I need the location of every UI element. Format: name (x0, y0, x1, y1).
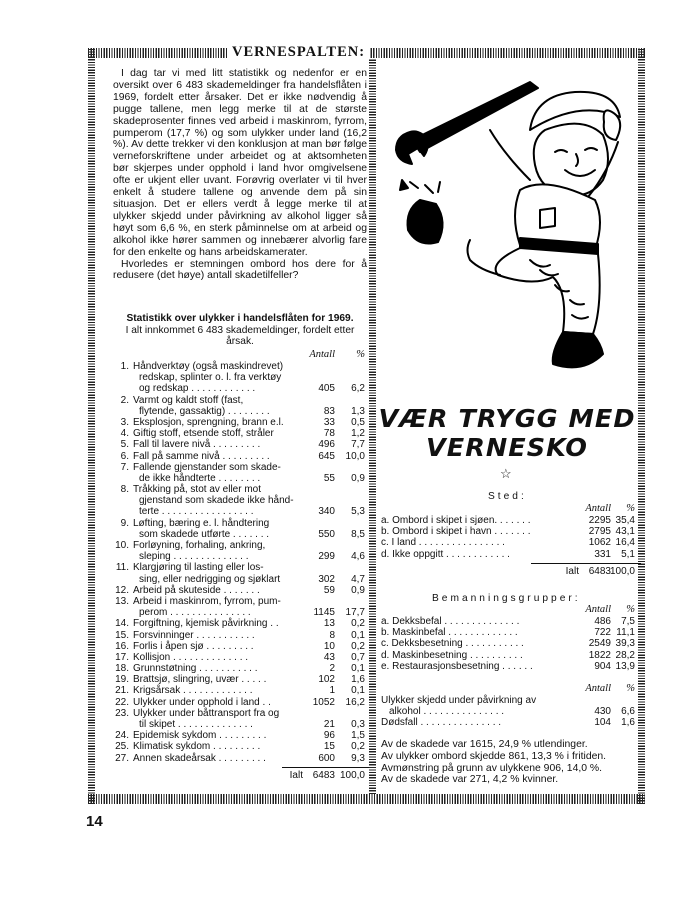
row-pct: 16,2 (345, 696, 365, 708)
table-row (107, 596, 369, 607)
row-count: 2795 (588, 526, 611, 538)
row-description: Forløyning, forhaling, ankring, (133, 540, 266, 551)
table-row (381, 627, 641, 638)
table-row (107, 697, 369, 708)
table-row (107, 618, 369, 629)
row-pct: 0,9 (351, 584, 365, 596)
total-count: 6483 (312, 769, 335, 781)
stats-title: Statistikk over ulykker i handelsflåten for 1969. (126, 313, 354, 324)
alkohol-pct: 6,6 (621, 706, 635, 718)
row-count: 10 (323, 640, 335, 652)
row-description: Krigsårsak . . . . . . . . . . . . . (133, 685, 253, 697)
row-description: Brattsjø, slingring, uvær . . . . . (133, 674, 267, 686)
row-description: de ikke håndterte . . . . . . . . (139, 472, 261, 484)
dodsfall-label: Dødsfall . . . . . . . . . . . . . . . (381, 717, 502, 729)
table-row (107, 372, 369, 383)
table-row (107, 473, 369, 484)
row-description: Ulykker under opphold i land . . (133, 696, 271, 708)
table-row (107, 708, 369, 719)
table-row (107, 428, 369, 439)
table-row (107, 462, 369, 473)
grp-col-pct: % (626, 604, 635, 615)
grupper-table (381, 604, 641, 672)
table-row (107, 383, 369, 394)
row-number: 15. (115, 629, 129, 641)
sted-col-pct: % (626, 503, 635, 514)
row-description: gjenstand som skadede ikke hånd- (139, 495, 294, 507)
footer-line-2: Av ulykker ombord skjedde 861, 13,3 % i fritiden. (381, 750, 607, 762)
sted-col-count: Antall (585, 503, 611, 514)
row-label: b. Maskinbefal . . . . . . . . . . . . . (381, 627, 518, 639)
row-count: 13 (323, 618, 335, 630)
row-count: 722 (594, 627, 611, 639)
page-number: 14 (86, 813, 103, 830)
alkohol-row-1 (381, 695, 641, 706)
alkohol-label-2: alkohol . . . . . . . . . . . . . . . (389, 706, 505, 718)
row-pct: 7,7 (351, 439, 365, 451)
row-pct: 16,4 (615, 537, 635, 549)
row-count: 405 (318, 383, 335, 395)
table-row (381, 526, 641, 537)
row-number: 4. (120, 428, 129, 440)
table-row (107, 652, 369, 663)
row-description: Grunnstøtning . . . . . . . . . . . (133, 663, 258, 675)
row-count: 102 (318, 674, 335, 686)
row-number: 5. (120, 439, 129, 451)
table-row (107, 630, 369, 641)
table-row (107, 495, 369, 506)
row-description: Løfting, bæring e. l. håndtering (133, 517, 270, 529)
total-pct: 100,0 (339, 769, 365, 781)
table-row (107, 361, 369, 372)
total-row (381, 566, 641, 577)
row-number: 19. (115, 674, 129, 686)
row-number: 1. (120, 361, 129, 372)
table-row (107, 607, 369, 618)
row-count: 331 (594, 548, 611, 560)
other-table (381, 683, 641, 729)
row-pct: 39,3 (615, 638, 635, 650)
table-row (381, 515, 641, 526)
table-row (107, 585, 369, 596)
row-count: 550 (318, 528, 335, 540)
row-count: 8 (329, 629, 335, 641)
other-col-count: Antall (585, 683, 611, 694)
row-description: sing, eller nedrigging og sjøklart (139, 573, 281, 585)
row-pct: 0,1 (351, 663, 365, 675)
table-row (381, 537, 641, 548)
row-number: 17. (115, 651, 129, 663)
row-pct: 0,7 (351, 651, 365, 663)
row-pct: 6,2 (351, 383, 365, 395)
footer-line-1: Av de skadede var 1615, 24,9 % utlendinger. (381, 739, 588, 750)
row-pct: 17,7 (345, 607, 365, 619)
row-description: Fallende gjenstander som skade- (133, 461, 281, 473)
footer-line-3: Avmønstring på grunn av ulykkene 906, 14,0 %. (381, 762, 603, 774)
other-table-header (381, 683, 641, 695)
row-count: 302 (318, 573, 335, 585)
table-row (107, 551, 369, 562)
row-number: 23. (115, 707, 129, 719)
row-number: 27. (115, 752, 129, 764)
row-pct: 0,9 (351, 472, 365, 484)
grupper-table-header (381, 604, 641, 616)
row-pct: 0,2 (351, 741, 365, 753)
cause-table (107, 349, 369, 781)
row-description: Kollisjon . . . . . . . . . . . . . . (133, 651, 249, 663)
sted-table-header (381, 503, 641, 515)
row-description: flytende, gassaktig) . . . . . . . . (139, 405, 270, 417)
row-count: 15 (323, 741, 335, 753)
row-description: Forsvinninger . . . . . . . . . . . (133, 629, 255, 641)
row-pct: 4,6 (351, 551, 365, 563)
intro-paragraph-2: Hvorledes er stemningen ombord hos dere for å redusere (det høye) antall skadetilfeller? (113, 258, 367, 282)
row-pct: 4,7 (351, 573, 365, 585)
cartoon-illustration (380, 70, 635, 395)
row-description: til skipet . . . . . . . . . . . . . . (139, 719, 253, 730)
row-description: sleping . . . . . . . . . . . . . . (139, 551, 249, 563)
dodsfall-count: 104 (594, 717, 611, 729)
row-pct: 0,3 (351, 719, 365, 730)
row-number: 22. (115, 696, 129, 708)
row-description: Forlis i åpen sjø . . . . . . . . . (133, 640, 254, 652)
row-count: 340 (318, 506, 335, 518)
star-icon: ☆ (500, 466, 512, 481)
row-description: redskap, splinter o. l. fra verktøy (139, 372, 282, 384)
row-count: 21 (323, 719, 335, 730)
alkohol-row-2 (381, 706, 641, 717)
table-row (107, 741, 369, 752)
row-count: 83 (323, 405, 335, 417)
row-label: c. I land . . . . . . . . . . . . . . . . (381, 537, 505, 549)
top-hatch-right (368, 48, 645, 58)
row-count: 1052 (312, 696, 335, 708)
total-row (107, 770, 369, 781)
row-pct: 0,1 (351, 685, 365, 697)
row-description: som skadede utførte . . . . . . . (139, 528, 270, 540)
stats-subtitle: I alt innkommet 6 483 skademeldinger, fordelt etter årsak. (125, 324, 355, 348)
row-count: 1 (329, 685, 335, 697)
row-description: Klargjøring til lasting eller los- (133, 562, 264, 574)
row-label: a. Dekksbefal . . . . . . . . . . . . . . (381, 616, 520, 627)
row-pct: 5,3 (351, 506, 365, 518)
left-hatch (88, 48, 95, 804)
slogan-line-2: VERNESKO (426, 433, 588, 462)
row-number: 11. (115, 562, 129, 574)
row-count: 1822 (588, 649, 611, 661)
row-pct: 1,6 (351, 674, 365, 686)
row-number: 2. (120, 394, 129, 406)
row-pct: 0,2 (351, 618, 365, 630)
row-pct: 11,1 (616, 627, 635, 639)
row-number: 25. (115, 741, 129, 753)
dodsfall-pct: 1,6 (621, 717, 635, 729)
row-count: 1145 (313, 607, 335, 619)
row-count: 43 (323, 651, 335, 663)
row-description: Klimatisk sykdom . . . . . . . . . (133, 741, 261, 753)
row-pct: 0,2 (351, 640, 365, 652)
row-description: Epidemisk sykdom . . . . . . . . . (133, 730, 267, 742)
row-description: Ulykker under båttransport fra og (133, 707, 280, 719)
table-row (381, 616, 641, 627)
row-label: d. Maskinbesetning . . . . . . . . . . (381, 649, 523, 661)
table-row (107, 451, 369, 462)
row-pct: 1,5 (351, 730, 365, 742)
row-description: Tråkking på, stot av eller mot (133, 484, 262, 496)
alkohol-label-1: Ulykker skjedd under påvirkning av (381, 695, 537, 706)
row-description: Forgiftning, kjemisk påvirkning . . (133, 618, 279, 630)
row-number: 7. (120, 461, 129, 473)
footer-line-4: Av de skadede var 271, 4,2 % kvinner. (381, 774, 559, 786)
bottom-hatch (88, 794, 645, 804)
row-description: Håndverktøy (også maskindrevet) (133, 361, 284, 372)
row-count: 2295 (588, 515, 611, 526)
row-description: perom . . . . . . . . . . . . . . . (139, 607, 251, 619)
table-row (381, 638, 641, 649)
row-pct: 1,3 (351, 405, 365, 417)
dodsfall-row (381, 717, 641, 728)
table-row (107, 439, 369, 450)
row-pct: 0,1 (351, 629, 365, 641)
row-count: 496 (318, 439, 335, 451)
row-number: 21. (115, 685, 129, 697)
table-row (107, 753, 369, 764)
row-pct: 28,2 (615, 649, 635, 661)
row-number: 24. (115, 730, 129, 742)
table-row (107, 685, 369, 696)
row-description: Arbeid i maskinrom, fyrrom, pum- (133, 595, 281, 607)
row-number: 10. (115, 540, 129, 551)
table-row (107, 529, 369, 540)
row-number: 3. (120, 416, 129, 428)
row-description: Giftig stoff, etsende stoff, stråler (133, 428, 274, 440)
row-number: 13. (115, 595, 129, 607)
cause-table-header (107, 349, 369, 361)
row-label: c. Dekksbesetning . . . . . . . . . . . (381, 638, 524, 650)
row-description: Eksplosjon, sprengning, brann e.l. (133, 416, 284, 428)
row-description: terte . . . . . . . . . . . . . . . . . (139, 506, 254, 518)
grp-col-count: Antall (585, 604, 611, 615)
total-pct: 100,0 (609, 565, 635, 577)
total-rule (531, 563, 641, 564)
row-count: 1062 (588, 537, 611, 549)
row-pct: 0,5 (351, 416, 365, 428)
total-label: Ialt (565, 565, 579, 577)
row-number: 12. (115, 584, 129, 596)
total-count: 6483 (588, 565, 611, 577)
footer-notes (381, 739, 646, 786)
table-row (107, 562, 369, 573)
row-pct: 35,4 (615, 515, 635, 526)
total-label: Ialt (289, 769, 303, 781)
row-count: 904 (594, 660, 611, 672)
sted-heading: Sted: (488, 491, 527, 502)
row-description: Arbeid på skuteside . . . . . . . (133, 584, 260, 596)
row-count: 645 (318, 450, 335, 462)
row-count: 78 (323, 428, 335, 440)
row-pct: 9,3 (351, 752, 365, 764)
row-count: 55 (323, 472, 335, 484)
intro-paragraph-1: I dag tar vi med litt statistikk og nedenfor er en oversikt over 6 483 skademeldinger fra handelsflåten i 1969, fordelt etter årsaker. Det er ikke nødvendig å pugge tallene, men legg merke til at de største skadeprosenter finnes ved arbeid i maskinrom, fyrrom, pumperom (17,7 %) og som ulykker under land (16,2 %). Av dette trekker vi den konklusjon at man bør følge verneforskriftene under arbeidet og at aktsomheten bør skjerpes under opphold i land hvor omgivelsene ofte er ukjent eller uvant. Forøvrig overlater vi til hver enkelt å studere tallene og anvende dem på sin situasjon. Det er ellers verdt å legge merke til at ulykker skjedd under påvirkning av alkohol ligger så høyt som 6,6 %, en sterk påminnelse om at arbeid og alkohol ikke hører sammen og innebærer alvorlig fare for den enkelte og hans arbeidskamerater. (113, 68, 367, 258)
row-count: 299 (318, 551, 335, 563)
table-row (107, 540, 369, 551)
row-description: Fall på samme nivå . . . . . . . . . (133, 450, 270, 462)
table-row (107, 719, 369, 730)
slogan-line-1: VÆR TRYGG MED (378, 404, 636, 433)
row-label: d. Ikke oppgitt . . . . . . . . . . . . (381, 548, 510, 560)
row-number: 8. (120, 484, 129, 496)
table-row (107, 641, 369, 652)
row-count: 2 (329, 663, 335, 675)
row-pct: 13,9 (615, 660, 635, 672)
table-row (107, 730, 369, 741)
row-pct: 43,1 (615, 526, 635, 538)
sted-table (381, 503, 641, 577)
row-description: Fall til lavere nivå . . . . . . . . . (133, 439, 261, 451)
row-label: e. Restaurasjonsbesetning . . . . . . (381, 660, 533, 672)
row-pct: 7,5 (621, 616, 635, 627)
col-count-header: Antall (309, 349, 335, 360)
row-description: Varmt og kaldt stoff (fast, (133, 394, 244, 406)
col-pct-header: % (356, 349, 365, 360)
row-pct: 10,0 (345, 450, 365, 462)
table-row (107, 395, 369, 406)
table-row (107, 506, 369, 517)
row-number: 9. (120, 517, 129, 529)
stats-heading (113, 313, 367, 348)
row-number: 6. (120, 450, 129, 462)
table-row (381, 661, 641, 672)
table-row (107, 417, 369, 428)
row-description: og redskap . . . . . . . . . . . . (139, 383, 256, 395)
table-row (381, 650, 641, 661)
row-label: a. Ombord i skipet i sjøen. . . . . . . (381, 515, 531, 526)
row-count: 486 (594, 616, 611, 627)
row-number: 14. (115, 618, 129, 630)
other-col-pct: % (626, 683, 635, 694)
row-pct: 8,5 (351, 528, 365, 540)
row-count: 33 (323, 416, 335, 428)
slogan (373, 404, 640, 462)
column-title: VERNESPALTEN: (228, 44, 369, 61)
row-pct: 1,2 (351, 428, 365, 440)
row-description: Annen skadeårsak . . . . . . . . . (133, 752, 266, 764)
row-count: 59 (323, 584, 335, 596)
top-hatch-left (88, 48, 228, 58)
table-row (107, 674, 369, 685)
row-number: 16. (115, 640, 129, 652)
row-count: 96 (323, 730, 335, 742)
row-count: 2549 (588, 638, 611, 650)
table-row (107, 518, 369, 529)
row-pct: 5,1 (621, 548, 635, 560)
table-row (107, 406, 369, 417)
table-row (107, 484, 369, 495)
row-number: 18. (115, 663, 129, 675)
table-row (381, 549, 641, 560)
table-row (107, 574, 369, 585)
row-count: 600 (318, 752, 335, 764)
intro-text (113, 68, 367, 282)
alkohol-count: 430 (594, 706, 611, 718)
total-rule (282, 767, 369, 768)
grupper-heading: Bemanningsgrupper: (432, 593, 581, 604)
table-row (107, 663, 369, 674)
row-label: b. Ombord i skipet i havn . . . . . . . (381, 526, 531, 538)
